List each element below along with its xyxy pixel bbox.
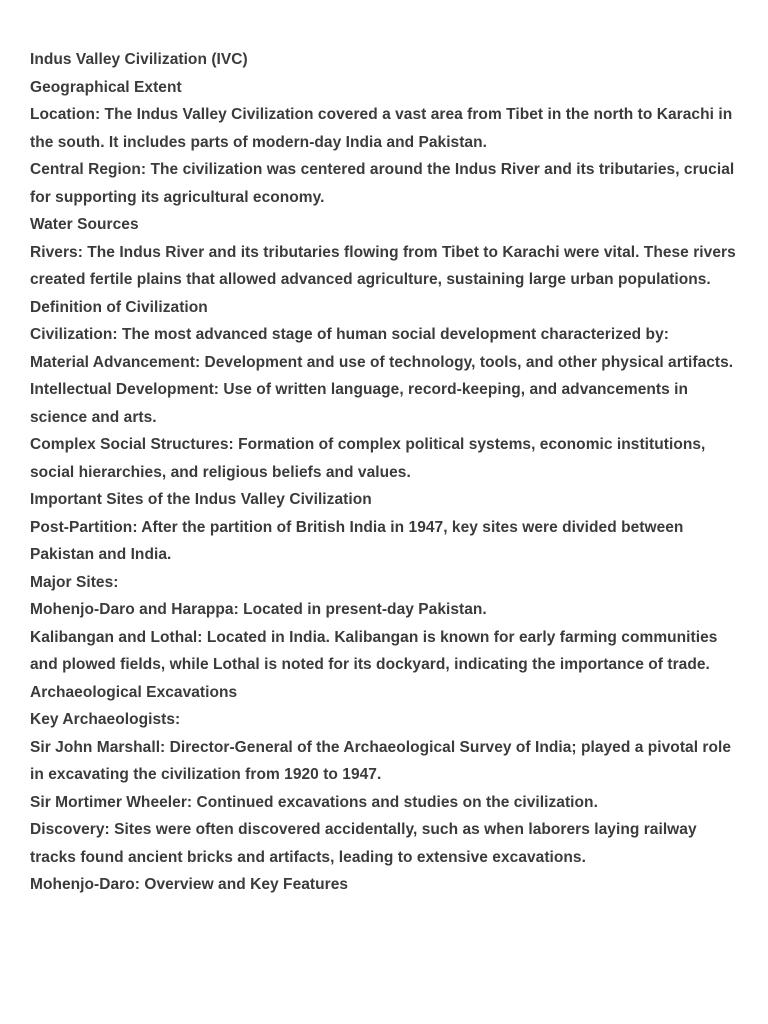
note-paragraph: Kalibangan and Lothal: Located in India. Kalibangan is known for early farming communities and plowed fields, while Lothal is noted for its dockyard, indicating the importance of trade. <box>30 628 718 673</box>
section-heading: Geographical Extent <box>30 78 182 96</box>
note-paragraph: Discovery: Sites were often discovered accidentally, such as when laborers laying railway tracks found ancient bricks and artifacts, leading to extensive excavations. <box>30 821 697 866</box>
note-body[interactable] <box>30 46 738 899</box>
note-paragraph: Post-Partition: After the partition of British India in 1947, key sites were divided between Pakistan and India. <box>30 518 684 563</box>
note-title: Indus Valley Civilization (IVC) <box>30 51 248 68</box>
subheading: Major Sites: <box>30 573 119 591</box>
note-paragraph: Complex Social Structures: Formation of complex political systems, economic institutions, social hierarchies, and religious beliefs and values. <box>30 436 706 481</box>
note-paragraph: Intellectual Development: Use of written language, record-keeping, and advancements in science and arts. <box>30 381 689 426</box>
note-paragraph: Sir Mortimer Wheeler: Continued excavations and studies on the civilization. <box>30 793 598 811</box>
section-heading: Archaeological Excavations <box>30 683 238 701</box>
note-paragraph: Mohenjo-Daro and Harappa: Located in present-day Pakistan. <box>30 601 487 618</box>
section-heading: Important Sites of the Indus Valley Civilization <box>30 491 372 508</box>
note-paragraph: Civilization: The most advanced stage of human social development characterized by: <box>30 326 669 343</box>
note-paragraph: Central Region: The civilization was centered around the Indus River and its tributaries, crucial for supporting its agricultural economy. <box>30 161 735 206</box>
note-paragraph: Sir John Marshall: Director-General of the Archaeological Survey of India; played a pivotal role in excavating the civilization from 1920 to 1947. <box>30 738 732 783</box>
section-heading: Mohenjo-Daro: Overview and Key Features <box>30 876 349 893</box>
note-paragraph: Material Advancement: Development and use of technology, tools, and other physical artifacts. <box>30 353 734 371</box>
section-heading: Definition of Civilization <box>30 298 208 316</box>
subheading: Key Archaeologists: <box>30 711 181 728</box>
section-heading: Water Sources <box>30 216 139 233</box>
note-paragraph: Location: The Indus Valley Civilization covered a vast area from Tibet in the north to Karachi in the south. It includes parts of modern-day India and Pakistan. <box>30 106 733 151</box>
note-paragraph: Rivers: The Indus River and its tributaries flowing from Tibet to Karachi were vital. These rivers created fertile plains that allowed advanced agriculture, sustaining large urban populations. <box>30 243 736 288</box>
